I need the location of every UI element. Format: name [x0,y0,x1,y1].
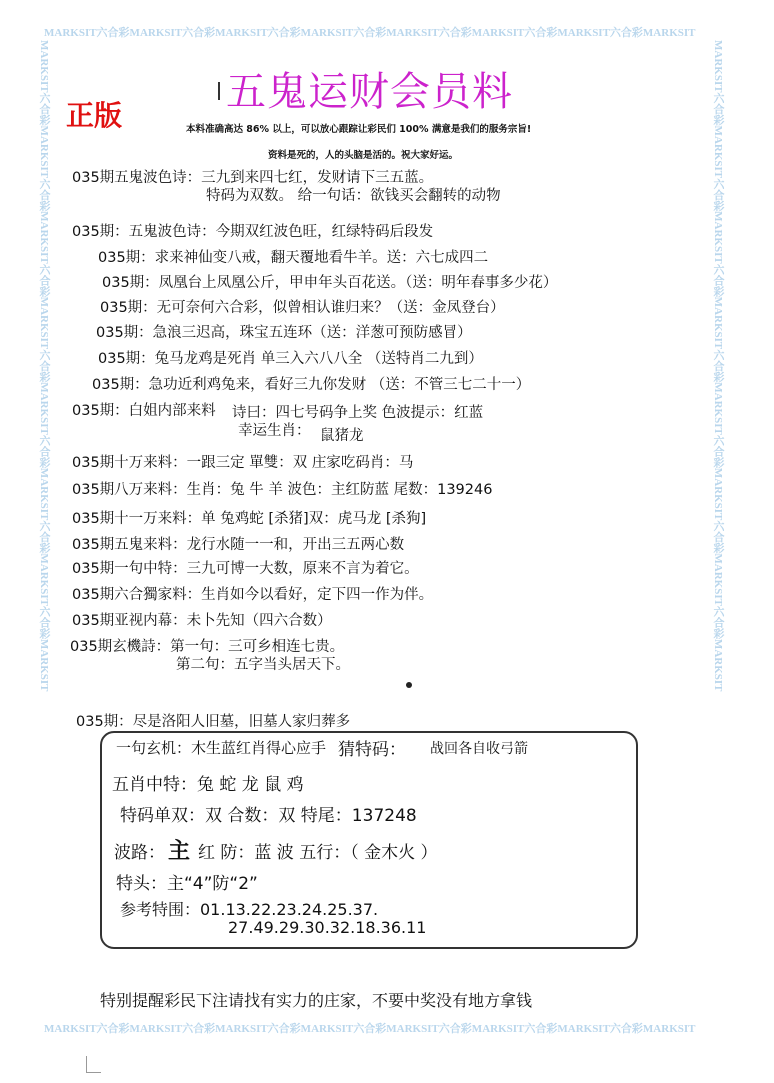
box-cai-value: 战回各自收弓箭 [430,741,528,757]
footer-note: 特别提醒彩民下注请找有实力的庄家，不要中奖没有地方拿钱 [100,991,533,1010]
line-baijie-label: 035期：白姐内部来料 [72,403,216,419]
box-bolu-rest: 红 防：蓝 波 五行：（ 金木火 ） [198,843,438,863]
line-jilang: 035期：急浪三迟高，珠宝五连环（送：洋葱可预防感冒） [96,325,472,341]
box-tetou: 特头：主“4”防“2” [116,874,258,894]
line-bose-poem: 035期：五鬼波色诗：今期双红波色旺，红绿特码后段发 [72,224,434,240]
watermark-left: MARKSIT六合彩MARKSIT六合彩MARKSIT六合彩MARKSIT六合彩MARKSIT六合彩MARKSIT六合彩MARKSIT六合彩MARKSIT [38,40,50,692]
slogan-2: 资料是死的，人的头脑是活的。祝大家好运。 [268,150,459,161]
watermark-right: MARKSIT六合彩MARKSIT六合彩MARKSIT六合彩MARKSIT六合彩MARKSIT六合彩MARKSIT六合彩MARKSIT六合彩MARKSIT [712,40,724,692]
watermark-bottom: MARKSIT六合彩MARKSIT六合彩MARKSIT六合彩MARKSIT六合彩MARKSIT六合彩MARKSIT六合彩MARKSIT六合彩MARKSIT [44,1023,696,1035]
line-wugui-laoliao: 035期五鬼来料：龙行水随一一和，开出三五两心数 [72,537,405,553]
line-baijie-lucky-value: 鼠猪龙 [320,428,364,444]
authentic-badge: 正版 [66,99,123,132]
line-tumalongji: 035期：兔马龙鸡是死肖 单三入六八八全 （送特肖二九到） [98,351,483,367]
slogan-1: 本料准确高达 86% 以上，可以放心跟踪让彩民们 100% 满意是我们的服务宗旨! [186,124,532,135]
line-fenghuang: 035期：凤凰台上凤凰公斤，甲申年头百花送。（送：明年春事多少花） [102,275,558,291]
line-wukenaihe: 035期：无可奈何六合彩，似曾相认谁归来？（送：金凤登台） [100,300,505,316]
page-title: 五鬼运财会员料 [226,69,513,115]
line-yashi-neimu: 035期亚视内幕：未卜先知（四六合数） [72,613,332,629]
corner-mark [86,1056,101,1073]
line-shenxian: 035期：求来神仙变八戒，翻天覆地看牛羊。送：六七成四二 [98,250,489,266]
box-tewei-2: 27.49.29.30.32.18.36.11 [228,918,427,937]
box-tewei-1: 参考特围：01.13.22.23.24.25.37. [120,900,379,919]
line-jigongjinli: 035期：急功近利鸡兔来，看好三九你发财 （送：不管三七二十一） [92,377,531,393]
line-xuanji-1: 035期玄機詩：第一句：三可乡相连七贵。 [70,639,345,655]
line-liuhe-dujia: 035期六合獨家料：生肖如今以看好，定下四一作为伴。 [72,587,434,603]
line-luoyang: 035期：尽是洛阳人旧墓，旧墓人家归葬多 [76,714,351,730]
title-cursor-bar [218,82,220,100]
line-shiwan: 035期十万来料：一跟三定 單雙：双 庄家吃码肖：马 [72,455,414,471]
box-xuanji: 一句玄机：木生蓝红肖得心应手 [116,739,327,757]
line-bawan: 035期八万来料：生肖：兔 牛 羊 波色：主红防蓝 尾数：139246 [72,482,493,498]
stray-dot [406,682,412,688]
box-cai-label: 猜特码： [338,740,406,760]
line-wuguibose: 035期五鬼波色诗：三九到来四七红，发财请下三五蓝。 [72,170,434,186]
line-baijie-lucky-label: 幸运生肖： [238,423,311,439]
line-baijie-poem: 诗曰：四七号码争上奖 色波提示：红蓝 [232,405,484,421]
box-bolu-label: 波路： [114,843,165,863]
line-wuguibose-2: 特码为双数。 给一句话：欲钱买会翻转的动物 [206,188,501,204]
box-wuxiao: 五肖中特：兔 蛇 龙 鼠 鸡 [112,775,304,795]
line-shiyiwan: 035期十一万来料：单 兔鸡蛇 [杀猪]双：虎马龙 [杀狗] [72,511,427,527]
box-bolu-main: 主 [168,839,191,864]
box-danshuang: 特码单双：双 合数：双 特尾：137248 [120,806,417,826]
line-yiju-zhongte: 035期一句中特：三九可博一大数，原来不言为着它。 [72,561,419,577]
watermark-top: MARKSIT六合彩MARKSIT六合彩MARKSIT六合彩MARKSIT六合彩MARKSIT六合彩MARKSIT六合彩MARKSIT六合彩MARKSIT [44,27,696,39]
line-xuanji-2: 第二句：五字当头居天下。 [176,657,350,673]
